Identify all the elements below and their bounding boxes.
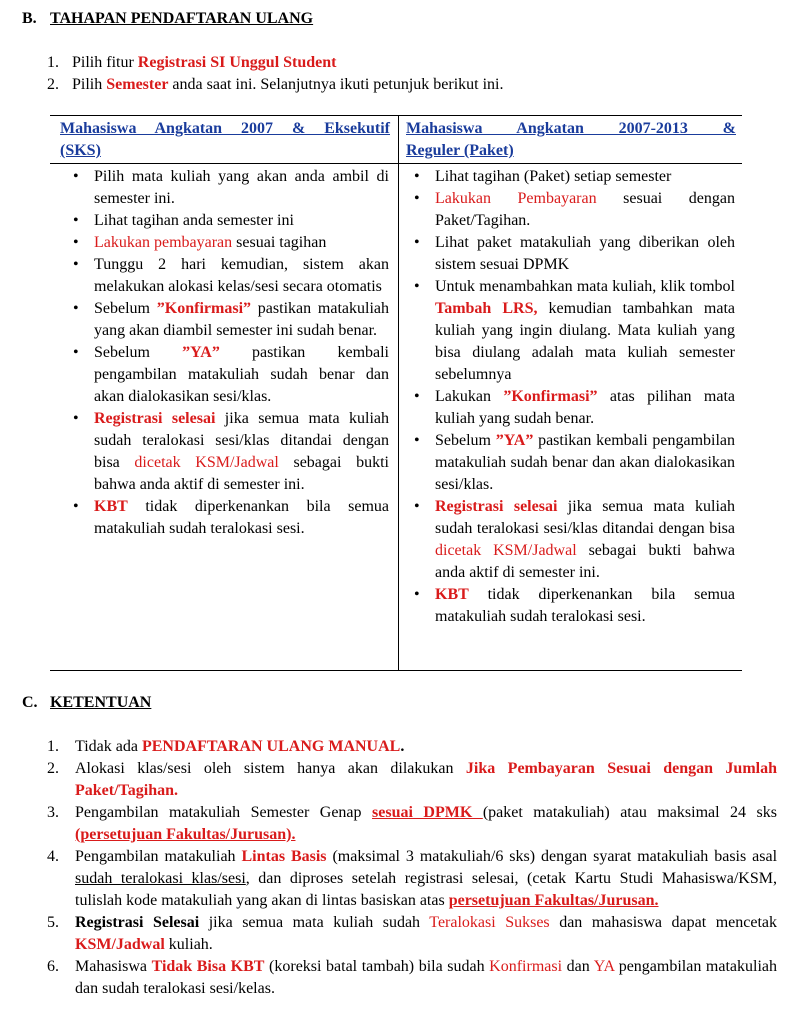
item-number: 5.: [47, 914, 59, 931]
table-header-right: [406, 118, 736, 162]
provision-item-2: [47, 758, 777, 802]
list-item: [72, 166, 389, 210]
item-text: kuliah.: [164, 936, 213, 953]
left-column-list: [72, 166, 389, 540]
item-text: jika semua mata kuliah sudah teralokasi sesi/klas ditandai dengan bisa: [94, 410, 389, 471]
provision-item-1: [47, 736, 777, 758]
section-b-title: TAHAPAN PENDAFTARAN ULANG: [50, 10, 314, 27]
item-highlight: Registrasi selesai: [435, 498, 558, 515]
section-c-letter: C.: [22, 694, 38, 711]
step-1-number: 1.: [47, 54, 59, 71]
item-highlight: ”YA”: [495, 432, 534, 449]
item-text: sesuai tagihan: [232, 234, 327, 251]
section-b-letter: B.: [22, 10, 37, 27]
step-1: [47, 52, 503, 74]
item-highlight: (persetujuan Fakultas/Jurusan).: [75, 826, 296, 843]
list-item: [413, 232, 735, 276]
step-1-text: Pilih fitur: [72, 54, 138, 71]
item-text: Lihat tagihan (Paket) setiap semester: [435, 168, 672, 185]
item-highlight: Lakukan pembayaran: [94, 234, 233, 251]
item-highlight: dicetak KSM/Jadwal: [134, 454, 279, 471]
item-text: pengambilan matakuliah dan sudah teralokasi sesi/kelas.: [75, 958, 778, 997]
item-text: jika semua mata kuliah sudah: [199, 914, 430, 931]
item-highlight: ”Konfirmasi”: [156, 300, 252, 317]
item-number: 2.: [47, 760, 59, 777]
step-1-highlight: Registrasi SI Unggul Student: [137, 54, 337, 71]
item-text: sebagai bukti bahwa anda aktif di semester ini.: [94, 454, 389, 493]
item-text: (paket matakuliah) atau maksimal 24 sks: [482, 804, 778, 821]
section-b-heading: [22, 10, 313, 28]
list-item: [413, 166, 735, 188]
list-item: [413, 386, 735, 430]
item-text: tidak diperkenankan bila semua matakuliah sudah teralokasi sesi.: [94, 498, 389, 537]
provision-item-4: [47, 846, 777, 912]
item-text: sebagai bukti bahwa anda aktif di semester ini.: [435, 542, 735, 581]
list-item: [413, 276, 735, 386]
item-text: Sebelum: [94, 300, 157, 317]
list-item: [413, 430, 735, 496]
item-highlight: KSM/Jadwal: [75, 936, 165, 953]
provision-item-5: [47, 912, 777, 956]
item-text: Pengambilan matakuliah: [75, 848, 242, 865]
item-highlight: Tambah LRS,: [435, 300, 538, 317]
item-text: Untuk menambahkan mata kuliah, klik tombol: [435, 278, 735, 295]
item-text: , dan diproses setelah registrasi selesai, (cetak Kartu Studi Mahasiswa/KSM, tulislah kode matakuliah yang akan di lintas basiskan atas: [75, 870, 777, 909]
item-text: pastikan matakuliah yang akan diambil semester ini sudah benar.: [94, 300, 390, 339]
right-header-line1: Mahasiswa Angkatan 2007-2013 &: [406, 120, 736, 137]
list-item: [413, 584, 735, 628]
list-item: [72, 210, 389, 232]
item-number: 1.: [47, 738, 59, 755]
item-text: Alokasi klas/sesi oleh sistem hanya akan dilakukan: [75, 760, 466, 777]
item-text: Tidak ada: [75, 738, 142, 755]
item-highlight: Lintas Basis: [241, 848, 327, 865]
item-underlined: sudah teralokasi klas/sesi: [75, 870, 246, 887]
item-text: atas pilihan mata kuliah yang sudah benar.: [435, 388, 735, 427]
item-text: Pengambilan matakuliah Semester Genap: [75, 804, 373, 821]
right-column-list: [413, 166, 735, 628]
item-highlight: ”Konfirmasi”: [503, 388, 598, 405]
item-number: 4.: [47, 848, 59, 865]
item-highlight: YA: [593, 958, 615, 975]
left-header-line2: (SKS): [60, 142, 101, 159]
item-highlight: ”YA”: [182, 344, 220, 361]
item-text: Lihat tagihan anda semester ini: [94, 212, 294, 229]
step-2-text: Pilih: [72, 76, 107, 93]
item-text: tidak diperkenankan bila semua matakuliah sudah teralokasi sesi.: [435, 586, 735, 625]
list-item: [72, 298, 389, 342]
right-header-line2: Reguler (Paket): [406, 142, 514, 159]
item-highlight: KBT: [94, 498, 128, 515]
item-bold: Registrasi Selesai: [75, 914, 200, 931]
item-highlight: Tidak Bisa KBT: [151, 958, 265, 975]
item-highlight: dicetak KSM/Jadwal: [435, 542, 577, 559]
item-text: Mahasiswa: [75, 958, 152, 975]
step-2-number: 2.: [47, 76, 59, 93]
list-item: [72, 496, 389, 540]
left-header-line1: Mahasiswa Angkatan 2007 & Eksekutif: [60, 120, 390, 137]
item-text: (koreksi batal tambah) bila sudah: [264, 958, 490, 975]
item-text: pastikan kembali pengambilan matakuliah sudah benar dan akan dialokasikan sesi/klas.: [435, 432, 736, 493]
table-header-divider: [50, 163, 742, 164]
item-text: sesuai dengan Paket/Tagihan.: [435, 190, 735, 229]
provision-item-3: [47, 802, 777, 846]
item-text: pastikan kembali pengambilan matakuliah sudah benar dan akan dialokasikan sesi/klas.: [94, 344, 390, 405]
registration-steps: [47, 52, 503, 96]
table-header-left: [60, 118, 390, 162]
item-text: kemudian tambahkan mata kuliah yang ingin diulang. Mata kuliah yang bisa diulang adalah mata kuliah semester sebelumnya: [435, 300, 735, 383]
step-2: [47, 74, 503, 96]
item-text: Lihat paket matakuliah yang diberikan oleh sistem sesuai DPMK: [435, 234, 735, 273]
list-item: [72, 342, 389, 408]
item-number: 6.: [47, 958, 59, 975]
item-highlight: PENDAFTARAN ULANG MANUAL: [141, 738, 401, 755]
item-highlight: Jika Pembayaran Sesuai dengan Jumlah Paket/Tagihan.: [75, 760, 777, 799]
item-text: Lakukan: [435, 388, 504, 405]
item-text: Sebelum: [435, 432, 496, 449]
item-text: dan mahasiswa dapat mencetak: [549, 914, 777, 931]
list-item: [72, 408, 389, 496]
item-highlight: persetujuan Fakultas/Jurusan.: [448, 892, 659, 909]
item-highlight: sesuai DPMK: [372, 804, 483, 821]
item-text: Sebelum: [94, 344, 183, 361]
item-highlight: Lakukan Pembayaran: [435, 190, 597, 207]
section-c-title: KETENTUAN: [50, 694, 152, 711]
item-text: Tunggu 2 hari kemudian, sistem akan melakukan alokasi kelas/sesi secara otomatis: [94, 256, 389, 295]
list-item: [413, 496, 735, 584]
item-text: .: [400, 738, 405, 755]
item-highlight: KBT: [435, 586, 469, 603]
provision-item-6: [47, 956, 777, 1000]
step-2-highlight: Semester: [106, 76, 169, 93]
item-highlight: Registrasi selesai: [94, 410, 216, 427]
provisions-list: [47, 736, 777, 1000]
item-text: dan: [562, 958, 594, 975]
list-item: [72, 254, 389, 298]
list-item: [72, 232, 389, 254]
section-c-heading: [22, 694, 151, 712]
item-number: 3.: [47, 804, 59, 821]
step-2-suffix: anda saat ini. Selanjutnya ikuti petunjuk berikut ini.: [168, 76, 504, 93]
list-item: [413, 188, 735, 232]
item-text: Pilih mata kuliah yang akan anda ambil di semester ini.: [94, 168, 389, 207]
item-highlight: Konfirmasi: [489, 958, 563, 975]
item-text: (maksimal 3 matakuliah/6 sks) dengan syarat matakuliah basis asal: [326, 848, 778, 865]
item-highlight: Teralokasi Sukses: [429, 914, 550, 931]
item-text: jika semua mata kuliah sudah teralokasi sesi/klas ditandai dengan bisa: [435, 498, 735, 537]
procedure-table: [50, 115, 742, 671]
table-column-divider: [398, 116, 399, 670]
